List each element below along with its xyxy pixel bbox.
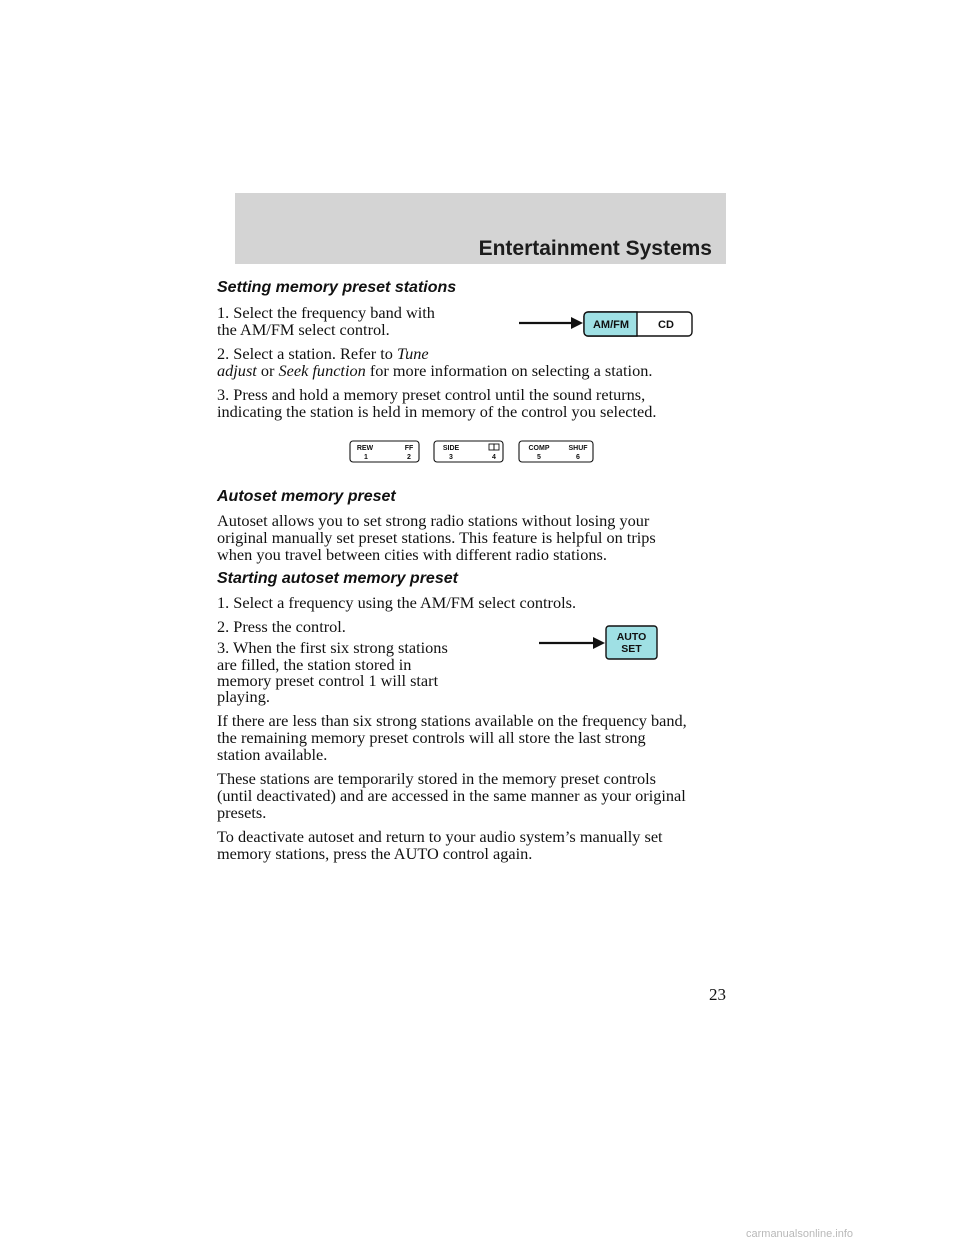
page-number: 23 (709, 985, 726, 1004)
less-stations-line2: the remaining memory preset controls will all store the last strong (217, 728, 646, 747)
heading-starting-autoset: Starting autoset memory preset (217, 570, 458, 587)
preset-num-2: 2 (407, 454, 411, 461)
step1-line1: 1. Select the frequency band with (217, 303, 435, 322)
seek-function-ref: Seek function (278, 361, 366, 380)
set-label: SET (621, 643, 642, 655)
shuf-label: SHUF (568, 445, 588, 452)
autoset-p1-line2: original manually set preset stations. This feature is helpful on trips (217, 528, 656, 547)
side-label: SIDE (442, 445, 460, 452)
temp-stored-line2: (until deactivated) and are accessed in the same manner as your original (217, 786, 686, 805)
heading-setting-memory-preset: Setting memory preset stations (217, 279, 457, 296)
step3-line2: indicating the station is held in memory of the control you selected. (217, 402, 657, 421)
cd-label: CD (658, 319, 674, 331)
less-stations-line3: station available. (217, 745, 328, 764)
preset-num-3: 3 (449, 454, 453, 461)
step2-text: 2. Select a station. Refer to (217, 344, 397, 363)
less-stations-line1: If there are less than six strong stations available on the frequency band, (217, 711, 687, 730)
section-title: Entertainment Systems (478, 237, 712, 260)
step1-line2: the AM/FM select control. (217, 320, 390, 339)
am-fm-label: AM/FM (592, 319, 630, 331)
preset-button-1-2 (350, 441, 419, 462)
start-step3-line4: playing. (217, 687, 270, 706)
arrow-head-icon (571, 317, 583, 329)
preset-button-3-4 (434, 441, 503, 462)
start-step3-line2: are filled, the station stored in (217, 655, 412, 674)
auto-set-figure (535, 620, 665, 666)
start-step3-line3: memory preset control 1 will start (217, 671, 439, 690)
temp-stored-line1: These stations are temporarily stored in the memory preset controls (217, 769, 657, 788)
rew-label: REW (356, 445, 374, 452)
step2-line1 (217, 345, 429, 362)
autoset-p1-line1: Autoset allows you to set strong radio stations without losing your (217, 511, 650, 530)
heading-autoset-memory-preset: Autoset memory preset (217, 488, 396, 505)
adjust-ref: adjust (217, 361, 257, 380)
deactivate-line1: To deactivate autoset and return to your audio system’s manually set (217, 827, 663, 846)
am-fm-cd-figure (515, 307, 700, 343)
preset-buttons-figure (345, 437, 600, 467)
preset-num-6: 6 (576, 454, 580, 461)
comp-label: COMP (528, 445, 550, 452)
autoset-p1-line3: when you travel between cities with different radio stations. (217, 545, 607, 564)
step3-line1: 3. Press and hold a memory preset control until the sound returns, (217, 385, 646, 404)
start-step2: 2. Press the control. (217, 617, 346, 636)
preset-num-5: 5 (537, 454, 541, 461)
temp-stored-line3: presets. (217, 803, 267, 822)
step2-line2 (217, 362, 652, 379)
preset-num-1: 1 (364, 454, 368, 461)
start-step1: 1. Select a frequency using the AM/FM select controls. (217, 593, 577, 612)
arrow-head-icon (593, 637, 605, 649)
deactivate-line2: memory stations, press the AUTO control again. (217, 844, 533, 863)
or-text: or (256, 361, 279, 380)
start-step3-line1: 3. When the first six strong stations (217, 638, 448, 657)
preset-num-4: 4 (492, 454, 496, 461)
auto-label: AUTO (616, 631, 647, 643)
preset-button-5-6 (519, 441, 593, 462)
step2-rest: for more information on selecting a station. (365, 361, 653, 380)
tune-ref: Tune (396, 344, 429, 363)
watermark: carmanualsonline.info (746, 1228, 854, 1240)
section-header-band (235, 193, 726, 264)
ff-label: FF (404, 445, 414, 452)
